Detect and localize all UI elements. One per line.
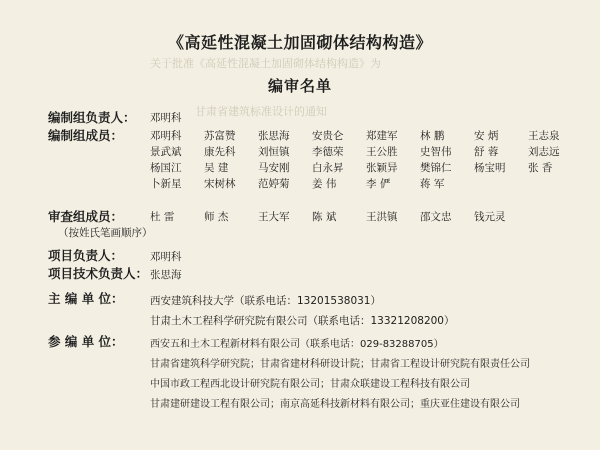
review-order-note: （按姓氏笔画顺序） [58, 227, 153, 239]
document-subtitle: 编审名单 [267, 77, 332, 95]
participants-label: 参 编 单 位： [48, 334, 124, 349]
member-name: 张颖异 [366, 162, 398, 174]
member-name: 范婷菊 [258, 178, 290, 190]
participant-unit-line: 甘肃建研建设工程有限公司；南京高延科技新材料有限公司；重庆亚住建设有限公司 [150, 399, 520, 410]
participant-unit-line: 中国市政工程西北设计研究院有限公司；甘肃众联建设工程科技有限公司 [150, 379, 470, 390]
chief-editor-label: 主 编 单 位： [48, 291, 124, 306]
member-name: 王公胜 [366, 146, 398, 158]
chief-compiler-label: 编制组负责人： [48, 110, 136, 125]
member-name: 苏富赞 [204, 130, 236, 142]
member-name: 宋树林 [204, 178, 236, 190]
member-name: 舒 蓉 [474, 146, 499, 158]
chief-editor-unit-2: 甘肃土木工程科学研究院有限公司（联系电话：13321208200） [150, 315, 455, 327]
project-tech-lead-value: 张思海 [150, 269, 182, 281]
member-name: 樊锦仁 [420, 162, 452, 174]
member-name: 王志泉 [528, 130, 560, 142]
chief-compiler-value: 邓明科 [150, 112, 182, 124]
member-name: 姜 伟 [312, 178, 337, 190]
review-members-label: 审查组成员： [48, 209, 124, 224]
bleed-through-text-1: 关于批准《高延性混凝土加固砌体结构构造》为 [150, 57, 381, 70]
member-name: 刘志远 [528, 146, 560, 158]
review-members-grid [150, 209, 528, 225]
project-lead-value: 邓明科 [150, 251, 182, 263]
member-name: 李德荣 [312, 146, 344, 158]
reviewer-name: 王洪镇 [366, 211, 398, 223]
member-name: 安贵仑 [312, 130, 344, 142]
project-lead-label: 项目负责人： [48, 248, 124, 263]
member-name: 杨宝明 [474, 162, 506, 174]
compile-members-label: 编制组成员： [48, 128, 124, 143]
participants-list [150, 335, 530, 415]
participant-unit-line: 甘肃省建筑科学研究院；甘肃省建材科研设计院；甘肃省工程设计研究院有限责任公司 [150, 359, 530, 370]
member-name: 杨国江 [150, 162, 182, 174]
member-name: 刘恒镇 [258, 146, 290, 158]
member-name: 白永昇 [312, 162, 344, 174]
member-name: 李 俨 [366, 178, 391, 190]
document-title: 《高延性混凝土加固砌体结构构造》 [167, 33, 432, 52]
reviewer-name: 师 杰 [204, 211, 229, 223]
member-name: 史智伟 [420, 146, 452, 158]
reviewer-name: 钱元灵 [474, 211, 506, 223]
member-name: 邓明科 [150, 130, 182, 142]
bleed-through-text-2: 甘肃省建筑标准设计的通知 [195, 105, 327, 118]
member-name: 景武斌 [150, 146, 182, 158]
member-name: 张思海 [258, 130, 290, 142]
compile-members-grid [150, 128, 582, 192]
project-tech-lead-label: 项目技术负责人： [48, 266, 149, 281]
reviewer-name: 陈 斌 [312, 211, 337, 223]
chief-editor-unit-1: 西安建筑科技大学（联系电话：13201538031） [150, 295, 381, 307]
member-name: 张 香 [528, 162, 553, 174]
member-name: 吴 建 [204, 162, 229, 174]
member-name: 郑建军 [366, 130, 398, 142]
participant-unit-line: 西安五和土木工程新材料有限公司（联系电话：029-83288705） [150, 339, 444, 350]
member-name: 马安刚 [258, 162, 290, 174]
reviewer-name: 杜 雷 [150, 211, 175, 223]
member-name: 蒋 军 [420, 178, 445, 190]
member-name: 安 炳 [474, 130, 499, 142]
member-name: 卜新星 [150, 178, 182, 190]
member-name: 康先科 [204, 146, 236, 158]
reviewer-name: 邵文忠 [420, 211, 452, 223]
reviewer-name: 王大军 [258, 211, 290, 223]
member-name: 林 鹏 [420, 130, 445, 142]
